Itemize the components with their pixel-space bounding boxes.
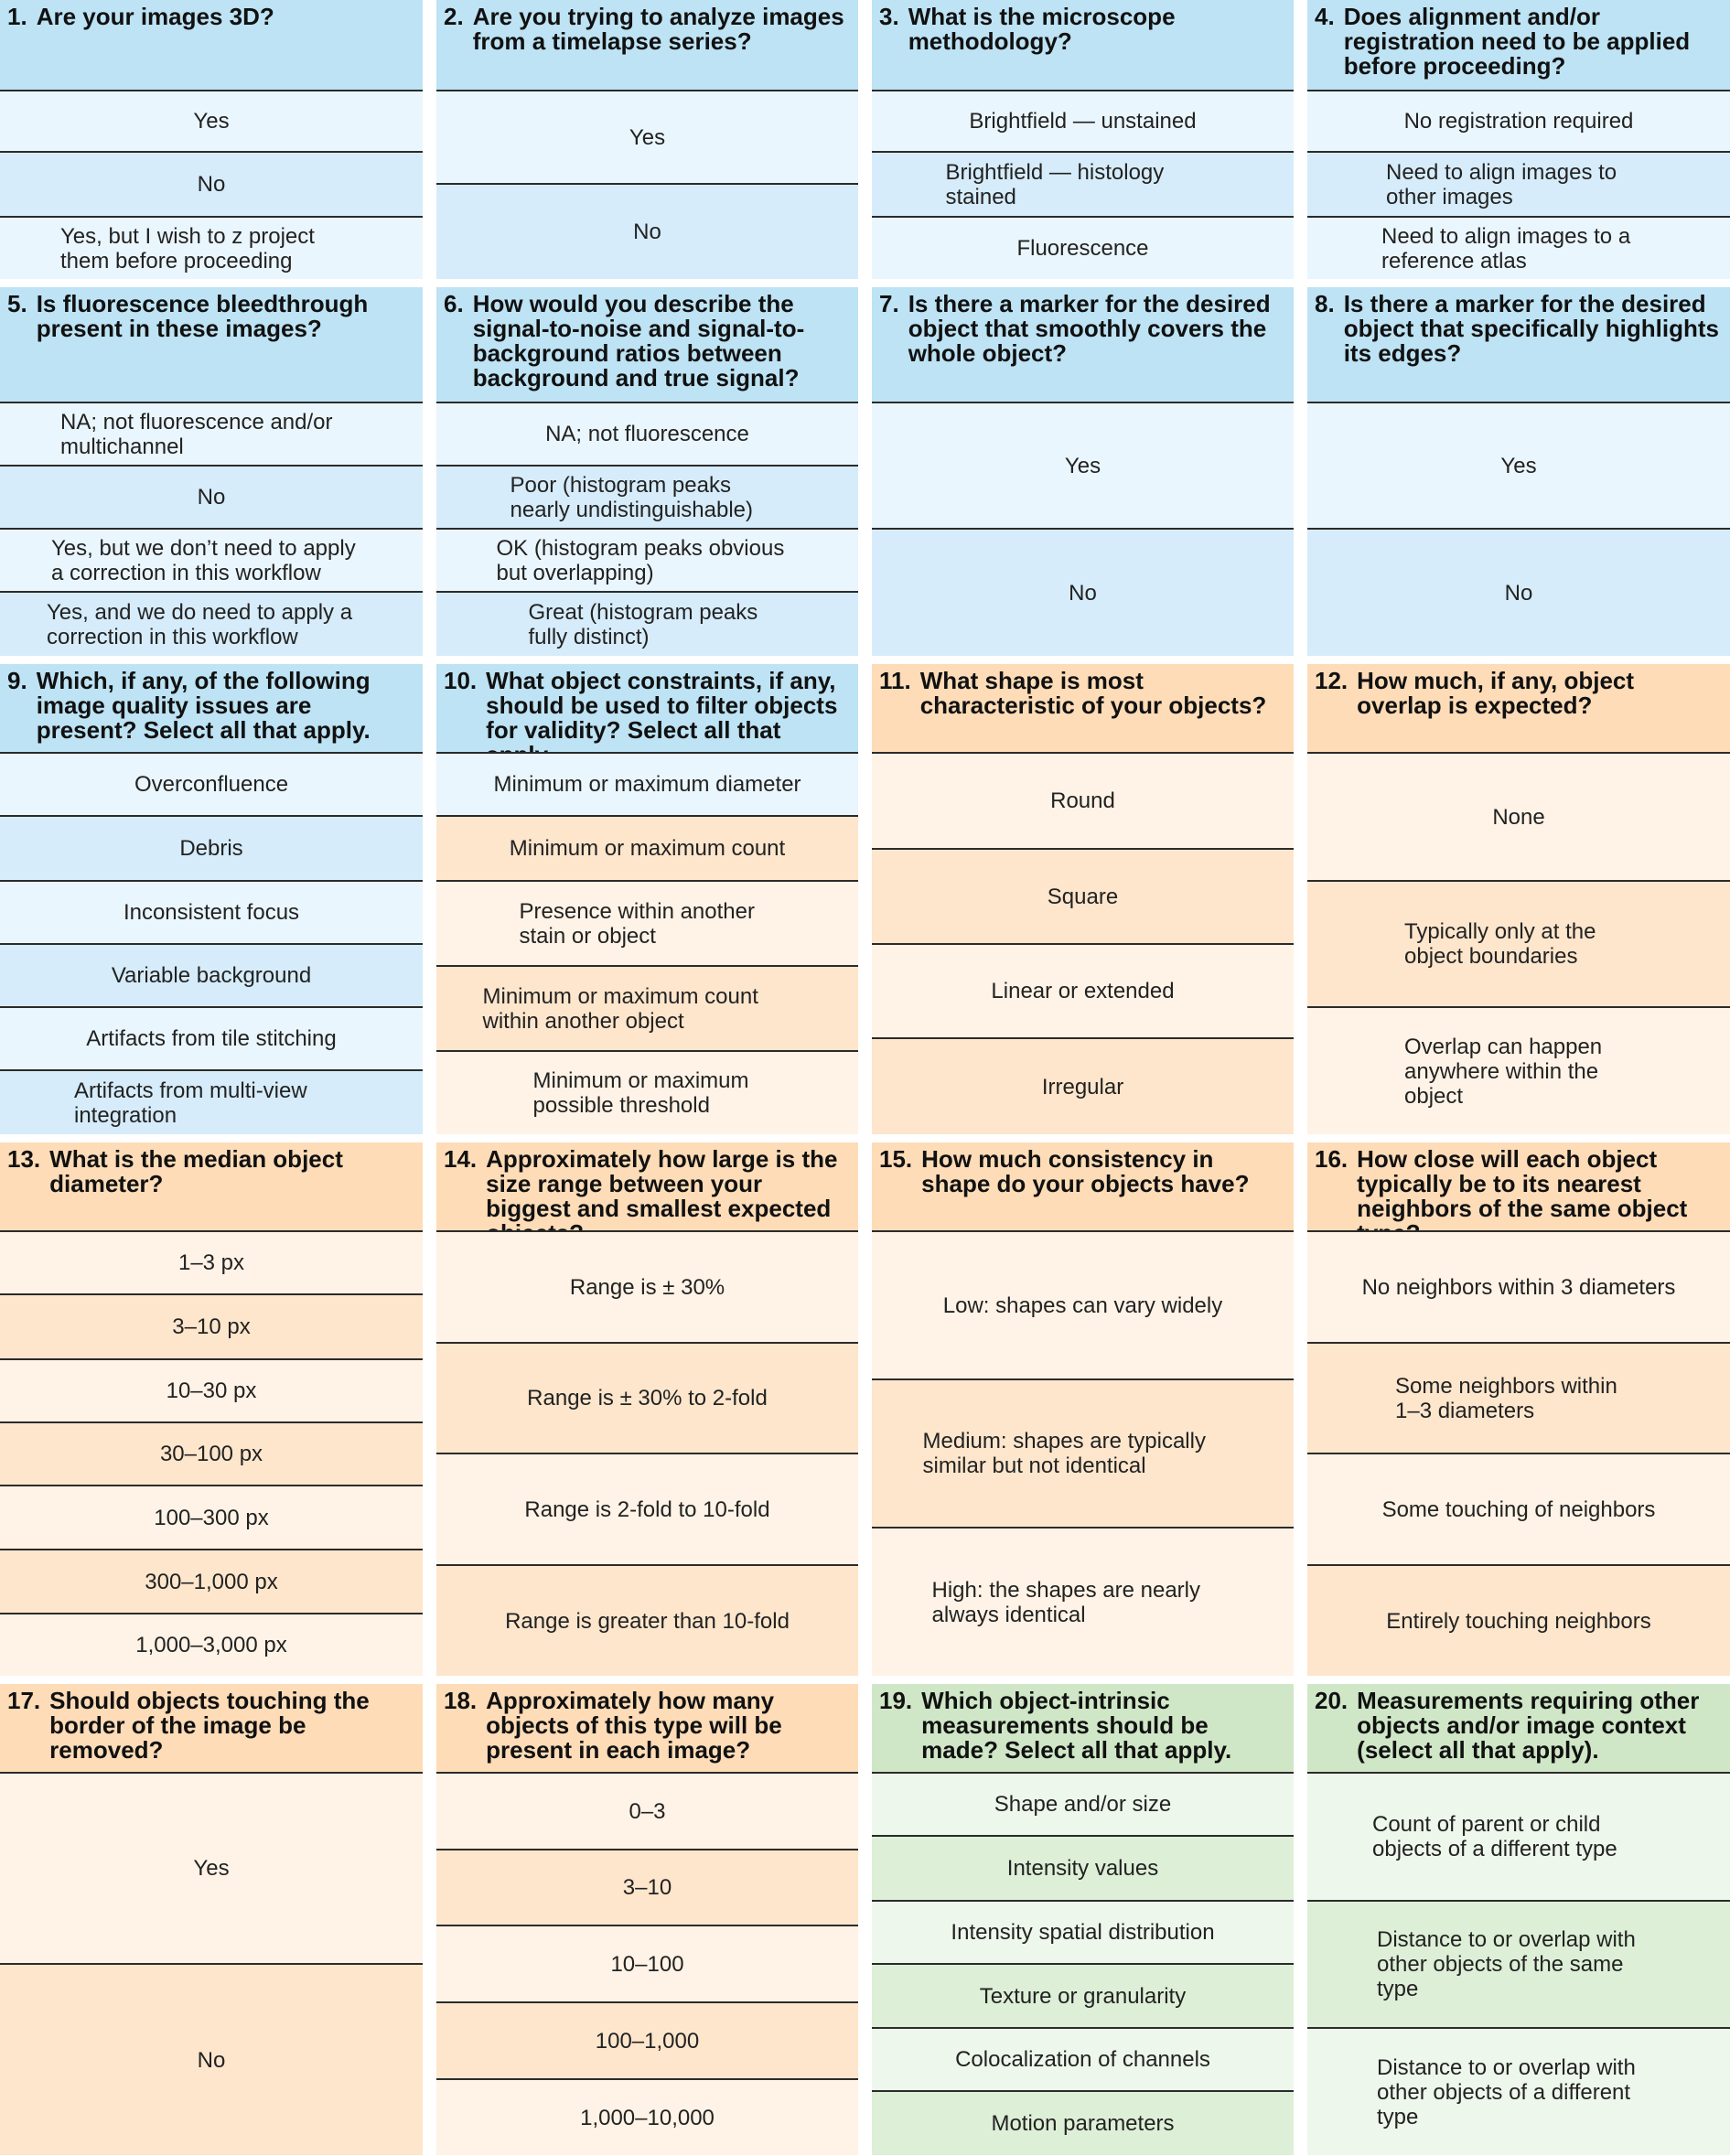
answer-option-label: Range is ± 30% (569, 1274, 725, 1300)
answer-option[interactable] (0, 216, 423, 279)
answer-option-label: 3–10 px (172, 1314, 251, 1339)
answer-option[interactable] (872, 943, 1294, 1037)
answer-option-label: Overlap can happen anywhere within the object (1404, 1034, 1603, 1109)
answer-option-label: No (633, 220, 661, 244)
question-text: Does alignment and/or registration need to be applied before proceeding? (1343, 3, 1691, 80)
answer-option-label: Minimum or maximum count within another object (482, 983, 758, 1034)
answer-option[interactable] (0, 402, 423, 465)
answer-option[interactable] (872, 2027, 1294, 2090)
question-text: Measurements requiring other objects and/or image context (select all that apply). (1357, 1687, 1700, 1764)
answer-option[interactable] (1307, 1453, 1730, 1564)
answer-option-label: Range is greater than 10-fold (505, 1608, 790, 1634)
question-number: 2. (444, 3, 464, 30)
answer-option[interactable] (872, 1963, 1294, 2027)
answer-option-label: None (1492, 804, 1545, 830)
answer-option-label: 3–10 (622, 1875, 672, 1900)
answer-option-label: OK (histogram peaks obvious but overlapping) (496, 535, 785, 585)
answer-option[interactable] (0, 1230, 423, 1293)
answer-option[interactable] (436, 1230, 858, 1342)
answer-option-label: Typically only at the object boundaries (1404, 919, 1596, 969)
answer-option-label: High: the shapes are nearly always identical (931, 1577, 1201, 1627)
answer-option[interactable] (872, 1378, 1294, 1527)
answer-option[interactable] (1307, 90, 1730, 151)
answer-option-label: Some touching of neighbors (1381, 1496, 1656, 1522)
answer-option-label: Yes (193, 109, 230, 134)
answer-option[interactable] (0, 1613, 423, 1676)
answer-option-label: No (1069, 580, 1097, 606)
answer-option-label: Brightfield — histology stained (945, 159, 1165, 209)
answer-option-label: Artifacts from tile stitching (86, 1026, 337, 1051)
answer-option-label: Motion parameters (991, 2111, 1175, 2136)
answer-option-label: NA; not fluorescence and/or multichannel (60, 409, 333, 459)
answer-option-label: 10–30 px (166, 1378, 257, 1403)
answer-option-label: No (197, 2047, 226, 2073)
question-text: What is the microscope methodology? (908, 3, 1176, 55)
answer-option-label: Minimum or maximum diameter (493, 772, 801, 797)
question-number: 20. (1315, 1687, 1349, 1714)
answer-option-label: Count of parent or child objects of a different type (1372, 1812, 1617, 1861)
answer-option-label: Irregular (1041, 1074, 1124, 1099)
answer-option-label: Intensity spatial distribution (951, 1920, 1215, 1945)
answer-option[interactable] (1307, 1230, 1730, 1342)
answer-option-label: Low: shapes can vary widely (942, 1293, 1223, 1318)
question-text: Approximately how many objects of this type will be present in each image? (486, 1687, 782, 1764)
question-header-6 (436, 287, 858, 402)
answer-option-label: Medium: shapes are typically similar but not identical (922, 1429, 1206, 1478)
answer-option[interactable] (0, 1293, 423, 1358)
answer-option[interactable] (436, 591, 858, 656)
question-text: Should objects touching the border of the image be removed? (49, 1687, 370, 1764)
answer-option[interactable] (0, 1485, 423, 1549)
question-header-19 (872, 1684, 1294, 1772)
answer-option-label: Yes (1500, 453, 1537, 478)
answer-option[interactable] (0, 815, 423, 880)
question-number: 3. (879, 3, 899, 30)
answer-option[interactable] (0, 465, 423, 528)
answer-option[interactable] (872, 848, 1294, 943)
question-text: Approximately how large is the size range between your biggest and smallest expected (486, 1145, 838, 1222)
answer-option[interactable] (0, 1069, 423, 1134)
answer-option-label: Artifacts from multi-view integration (74, 1078, 307, 1128)
answer-option[interactable] (0, 90, 423, 151)
question-header-9 (0, 664, 423, 752)
question-number: 1. (7, 3, 27, 30)
answer-option[interactable] (0, 528, 423, 591)
answer-option-label: No neighbors within 3 diameters (1361, 1274, 1676, 1300)
answer-option-label: Linear or extended (991, 979, 1175, 1003)
question-number: 8. (1315, 290, 1335, 317)
question-text: How close will each object typically be to its nearest neighbors of the same object (1357, 1145, 1688, 1222)
question-header-15 (872, 1142, 1294, 1230)
question-number: 9. (7, 667, 27, 694)
question-header-3 (872, 0, 1294, 90)
answer-option[interactable] (1307, 880, 1730, 1006)
answer-option[interactable] (1307, 2027, 1730, 2155)
question-header-5 (0, 287, 423, 402)
answer-option[interactable] (1307, 1900, 1730, 2027)
answer-option-label: Texture or granularity (979, 1983, 1187, 2009)
answer-option-label: Intensity values (1006, 1856, 1159, 1881)
answer-option-label: Yes (193, 1856, 230, 1881)
question-text: Are you trying to analyze images from a timelapse series? (472, 3, 844, 55)
answer-option[interactable] (0, 1963, 423, 2155)
answer-option[interactable] (872, 528, 1294, 656)
question-text: Is fluorescence bleedthrough present in these images? (36, 290, 369, 342)
answer-option[interactable] (1307, 1342, 1730, 1453)
question-number: 15. (879, 1145, 913, 1173)
answer-option[interactable] (872, 1037, 1294, 1134)
answer-option-label: 300–1,000 px (145, 1569, 278, 1594)
answer-option-label: Variable background (111, 963, 312, 988)
answer-option[interactable] (872, 216, 1294, 279)
answer-option-label: Poor (histogram peaks nearly undistinguishable) (510, 472, 753, 522)
answer-option[interactable] (0, 752, 423, 815)
question-text: What shape is most characteristic of your objects? (919, 667, 1267, 719)
answer-option[interactable] (436, 90, 858, 183)
answer-option-label: Colocalization of channels (955, 2047, 1210, 2072)
answer-option[interactable] (436, 880, 858, 965)
question-number: 4. (1315, 3, 1335, 30)
question-header-10 (436, 664, 858, 752)
answer-option-label: Yes (1064, 453, 1101, 478)
question-number: 17. (7, 1687, 41, 1714)
answer-option-label: Fluorescence (1016, 236, 1149, 261)
answer-option-label: 100–1,000 (595, 2028, 700, 2054)
answer-option[interactable] (436, 2001, 858, 2078)
answer-option-label: Yes (629, 124, 666, 150)
question-number: 16. (1315, 1145, 1349, 1173)
answer-option-label: Square (1047, 884, 1119, 909)
answer-option[interactable] (1307, 1564, 1730, 1676)
question-header-1 (0, 0, 423, 90)
answer-option[interactable] (872, 402, 1294, 528)
question-number: 5. (7, 290, 27, 317)
answer-option[interactable] (436, 815, 858, 880)
answer-option-label: Entirely touching neighbors (1386, 1608, 1651, 1634)
question-text: How much consistency in shape do your objects have? (921, 1145, 1250, 1197)
answer-option-label: 100–300 px (154, 1505, 269, 1530)
answer-option-label: Debris (179, 836, 243, 861)
question-header-17 (0, 1684, 423, 1772)
answer-option[interactable] (0, 943, 423, 1006)
answer-option-label: Need to align images to a reference atlas (1381, 223, 1631, 274)
answer-option-label: Range is 2-fold to 10-fold (524, 1496, 770, 1522)
answer-option[interactable] (0, 1358, 423, 1421)
answer-option[interactable] (1307, 402, 1730, 528)
answer-option[interactable] (872, 1772, 1294, 1835)
answer-option[interactable] (436, 1772, 858, 1849)
answer-option-label: 1,000–10,000 (580, 2105, 715, 2130)
answer-option-label: Great (histogram peaks fully distinct) (528, 599, 758, 649)
answer-option-label: 0–3 (629, 1798, 666, 1824)
answer-option-label: Distance to or overlap with other objects of a different type (1377, 2054, 1636, 2129)
answer-option[interactable] (0, 1549, 423, 1613)
answer-option[interactable] (436, 965, 858, 1050)
answer-option-label: Yes, and we do need to apply a correction in this workflow (47, 599, 353, 649)
answer-option-label: 1,000–3,000 px (135, 1633, 287, 1657)
answer-option-label: Minimum or maximum possible threshold (532, 1068, 749, 1118)
answer-option[interactable] (872, 1527, 1294, 1676)
answer-option-label: Some neighbors within 1–3 diameters (1395, 1373, 1617, 1423)
answer-option-label: Inconsistent focus (123, 900, 300, 925)
question-header-14 (436, 1142, 858, 1230)
question-number: 11. (879, 667, 911, 694)
answer-option[interactable] (872, 90, 1294, 151)
answer-option-label: Overconfluence (134, 772, 289, 797)
answer-option[interactable] (872, 2090, 1294, 2155)
answer-option[interactable] (872, 1230, 1294, 1378)
question-text: Which object-intrinsic measurements should be made? Select all that apply. (921, 1687, 1232, 1764)
question-text: Which, if any, of the following image quality issues are present? Select all that apply. (36, 667, 371, 744)
question-header-2 (436, 0, 858, 90)
answer-option[interactable] (0, 151, 423, 216)
question-number: 7. (879, 290, 899, 317)
answer-option[interactable] (0, 1772, 423, 1963)
question-number: 19. (879, 1687, 913, 1714)
answer-option[interactable] (436, 465, 858, 528)
answer-option[interactable] (436, 1925, 858, 2001)
question-number: 12. (1315, 667, 1349, 694)
answer-option[interactable] (436, 1050, 858, 1134)
answer-option-label: Brightfield — unstained (969, 109, 1197, 134)
answer-option[interactable] (436, 1453, 858, 1564)
answer-option[interactable] (0, 1421, 423, 1485)
question-text: What object constraints, if any, should be used to filter objects for validity? Select all that (486, 667, 838, 744)
answer-option[interactable] (0, 1006, 423, 1069)
question-header-4 (1307, 0, 1730, 90)
question-text: How would you describe the signal-to-noise and signal-to-background ratios between background and true signal? (472, 290, 805, 392)
question-header-13 (0, 1142, 423, 1230)
answer-option-label: Range is ± 30% to 2-fold (527, 1386, 768, 1411)
answer-option-label: 1–3 px (177, 1250, 245, 1275)
answer-option[interactable] (1307, 528, 1730, 656)
answer-option-label: Minimum or maximum count (509, 836, 786, 861)
question-number: 13. (7, 1145, 41, 1173)
answer-option[interactable] (872, 151, 1294, 216)
answer-option[interactable] (872, 1900, 1294, 1963)
answer-option[interactable] (436, 2078, 858, 2155)
answer-option[interactable] (1307, 216, 1730, 279)
answer-option[interactable] (436, 402, 858, 465)
question-header-8 (1307, 287, 1730, 402)
answer-option[interactable] (0, 591, 423, 656)
answer-option[interactable] (436, 528, 858, 591)
question-header-18 (436, 1684, 858, 1772)
answer-option[interactable] (436, 183, 858, 279)
answer-option-label: No (1504, 580, 1533, 606)
answer-option-label: Presence within another stain or object (519, 898, 755, 949)
answer-option-label: 10–100 (610, 1951, 684, 1977)
answer-option-label: Round (1050, 788, 1115, 813)
answer-option-label: Need to align images to other images (1386, 159, 1617, 209)
question-header-7 (872, 287, 1294, 402)
question-text: What is the median object diameter? (49, 1145, 343, 1197)
answer-option[interactable] (872, 752, 1294, 848)
answer-option-label: 30–100 px (159, 1442, 263, 1466)
answer-option-label: Yes, but I wish to z project them before proceeding (60, 223, 315, 274)
question-text: Is there a marker for the desired object that smoothly covers the whole object? (908, 290, 1271, 367)
answer-option[interactable] (0, 880, 423, 943)
answer-option-label: NA; not fluorescence (545, 422, 749, 446)
answer-option[interactable] (436, 752, 858, 815)
answer-option[interactable] (436, 1849, 858, 1925)
answer-option[interactable] (1307, 752, 1730, 880)
question-text: Is there a marker for the desired object that specifically highlights its edges? (1343, 290, 1719, 367)
question-text: How much, if any, object overlap is expected? (1357, 667, 1635, 719)
answer-option[interactable] (872, 1835, 1294, 1900)
question-header-20 (1307, 1684, 1730, 1772)
question-header-11 (872, 664, 1294, 752)
question-text: Are your images 3D? (36, 3, 274, 30)
question-number: 6. (444, 290, 464, 317)
answer-option[interactable] (436, 1564, 858, 1676)
answer-option-label: No registration required (1403, 109, 1634, 134)
question-header-16 (1307, 1142, 1730, 1230)
question-number: 14. (444, 1145, 478, 1173)
answer-option[interactable] (1307, 151, 1730, 216)
answer-option-label: No (197, 485, 226, 510)
question-header-12 (1307, 664, 1730, 752)
answer-option[interactable] (436, 1342, 858, 1453)
answer-option-label: Distance to or overlap with other objects of the same type (1377, 1927, 1636, 2001)
answer-option[interactable] (1307, 1006, 1730, 1134)
answer-option-label: Shape and/or size (994, 1792, 1172, 1817)
answer-option-label: No (197, 172, 226, 197)
answer-option-label: Yes, but we don’t need to apply a correction in this workflow (51, 535, 356, 585)
question-number: 18. (444, 1687, 478, 1714)
question-number: 10. (444, 667, 478, 694)
answer-option[interactable] (1307, 1772, 1730, 1900)
